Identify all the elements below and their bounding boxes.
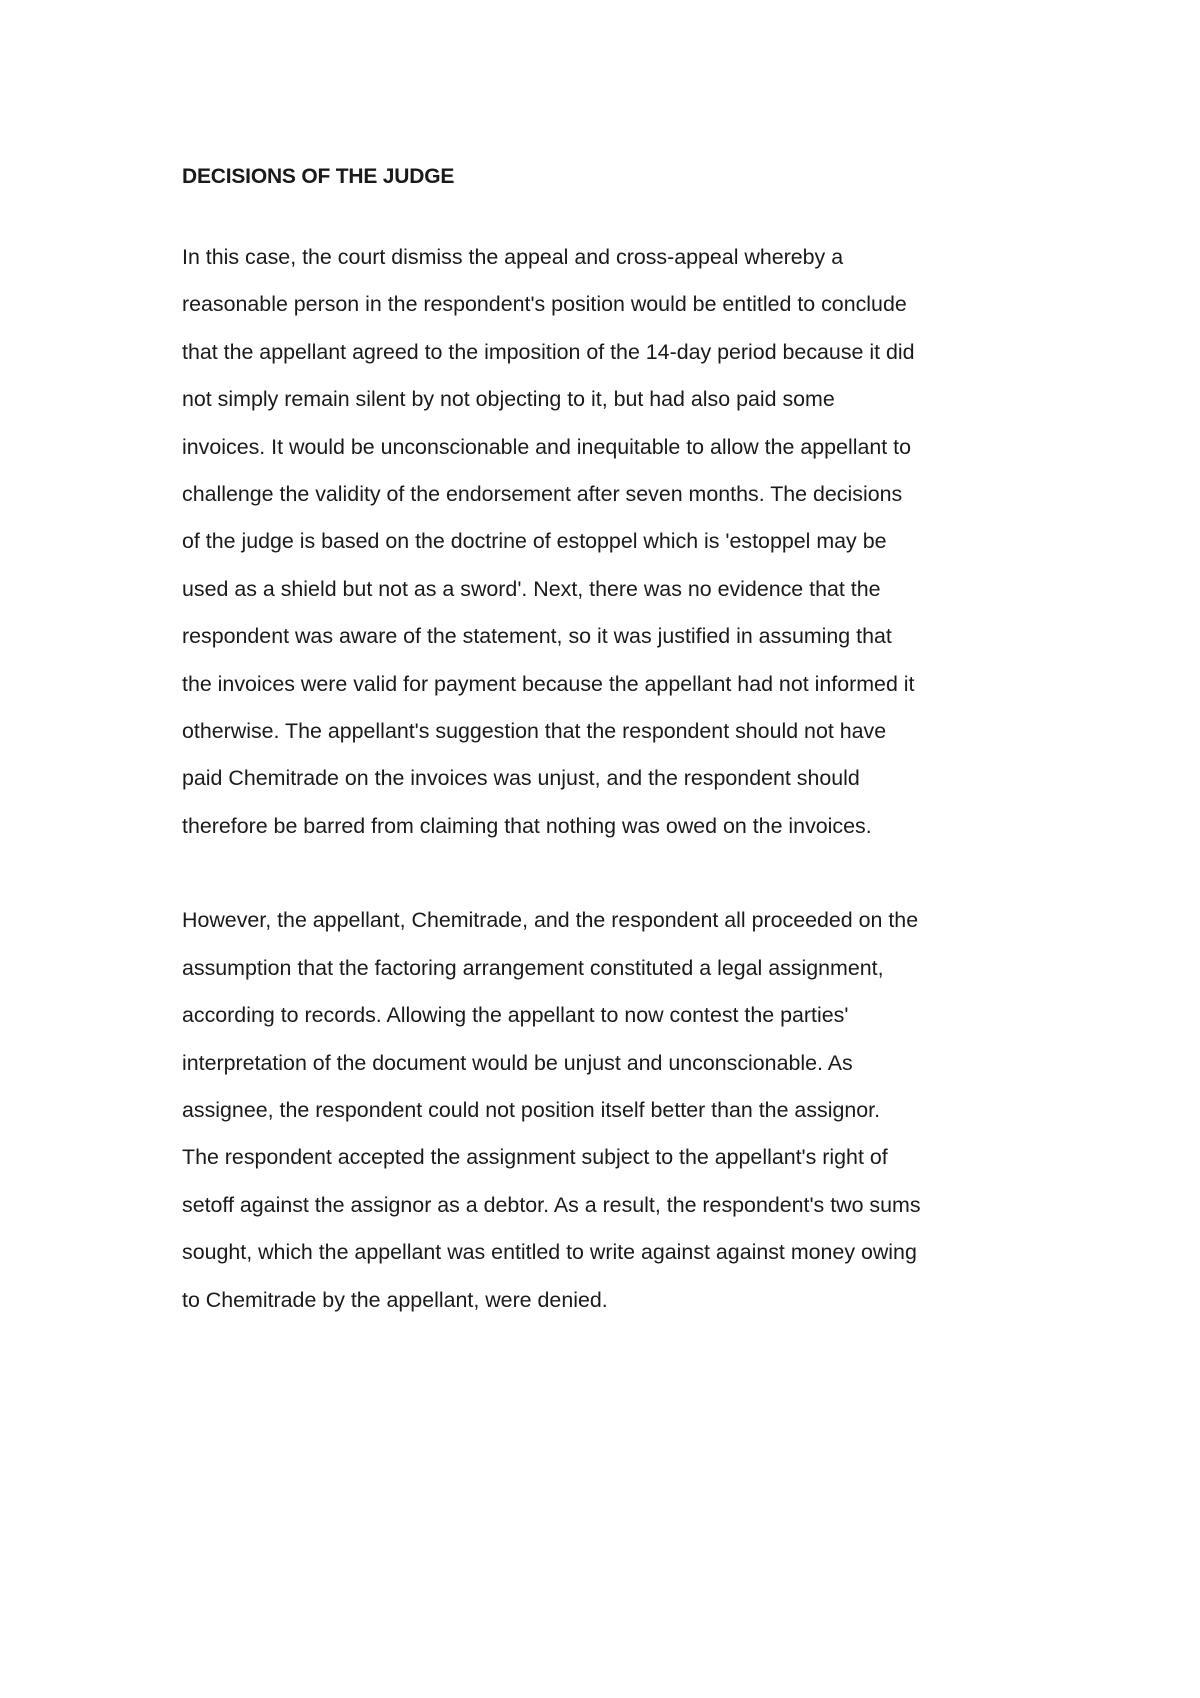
paragraph-line: used as a shield but not as a sword'. Next, there was no evidence that the <box>182 576 881 601</box>
paragraph-line: to Chemitrade by the appellant, were denied. <box>182 1287 608 1312</box>
document-body <box>182 162 1032 1324</box>
section-heading: DECISIONS OF THE JUDGE <box>182 165 455 188</box>
paragraph-line: not simply remain silent by not objecting to it, but had also paid some <box>182 387 835 412</box>
paragraph-line: In this case, the court dismiss the appeal and cross-appeal whereby a <box>182 245 844 269</box>
paragraph-line: therefore be barred from claiming that nothing was owed on the invoices. <box>182 813 872 838</box>
paragraph-line: that the appellant agreed to the imposition of the 14-day period because it did <box>182 339 915 364</box>
paragraph-line: challenge the validity of the endorsement after seven months. The decisions <box>182 482 903 507</box>
paragraph-spacer <box>182 850 1032 897</box>
paragraph-line: respondent was aware of the statement, so it was justified in assuming that <box>182 624 892 649</box>
paragraph-line: reasonable person in the respondent's position would be entitled to conclude <box>182 292 907 317</box>
paragraph-2 <box>182 897 1032 1324</box>
paragraph-line: interpretation of the document would be unjust and unconscionable. As <box>182 1050 853 1075</box>
paragraph-1 <box>182 234 1032 850</box>
paragraph-line: invoices. It would be unconscionable and inequitable to allow the appellant to <box>182 434 911 459</box>
paragraph-line: setoff against the assignor as a debtor. As a result, the respondent's two sums <box>182 1192 921 1217</box>
paragraph-line: according to records. Allowing the appellant to now contest the parties' <box>182 1003 849 1028</box>
paragraph-line: otherwise. The appellant's suggestion that the respondent should not have <box>182 719 887 744</box>
paragraph-line: the invoices were valid for payment because the appellant had not informed it <box>182 671 915 696</box>
paragraph-line: sought, which the appellant was entitled to write against against money owing <box>182 1240 917 1265</box>
paragraph-line: However, the appellant, Chemitrade, and the respondent all proceeded on the <box>182 908 919 933</box>
paragraph-line: The respondent accepted the assignment subject to the appellant's right of <box>182 1145 888 1170</box>
paragraph-line: assumption that the factoring arrangement constituted a legal assignment, <box>182 955 884 980</box>
paragraph-line: assignee, the respondent could not position itself better than the assignor. <box>182 1097 881 1122</box>
paragraph-line: paid Chemitrade on the invoices was unjust, and the respondent should <box>182 766 860 791</box>
paragraph-line: of the judge is based on the doctrine of estoppel which is 'estoppel may be <box>182 529 887 554</box>
